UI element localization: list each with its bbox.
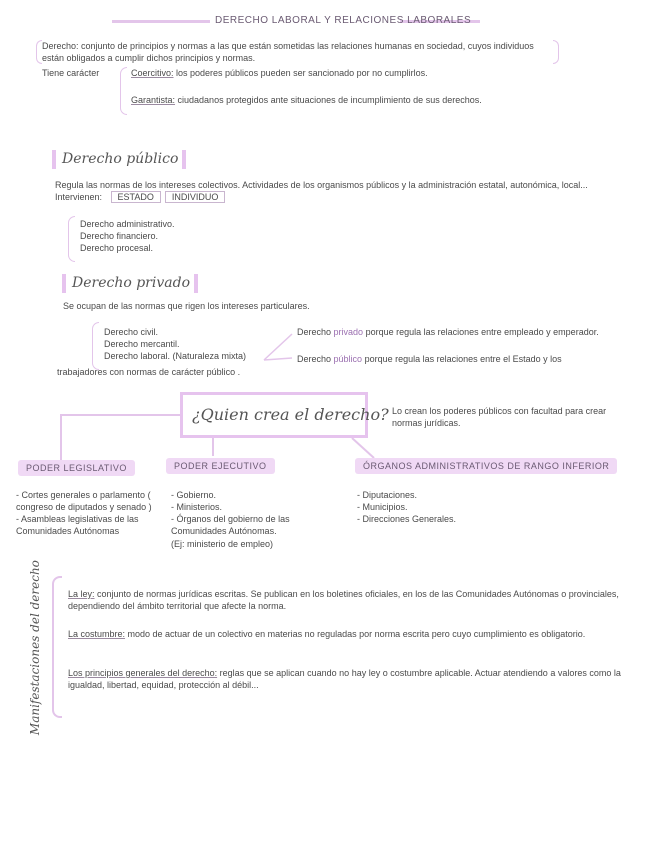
manifestaciones-heading: Manifestaciones del derecho — [27, 560, 42, 736]
individuo-tag: INDIVIDUO — [165, 191, 226, 203]
publico-note-line — [297, 353, 562, 365]
list-item: (Ej: ministerio de empleo) — [171, 538, 274, 549]
list-item: Derecho civil. — [104, 327, 159, 337]
organos-list — [357, 489, 456, 525]
caracter-brace — [120, 67, 127, 115]
publico-list — [80, 218, 175, 254]
note-text: Derecho — [297, 354, 334, 364]
page-title: DERECHO LABORAL Y RELACIONES LABORALES — [215, 15, 472, 26]
privado-list-brace — [92, 322, 99, 370]
note-text: porque regula las relaciones entre el Estado y los — [362, 354, 562, 364]
derecho-privado-heading: Derecho privado — [62, 274, 198, 293]
list-item: - Órganos del gobierno de las Comunidades Autónomas. — [171, 514, 290, 537]
laboral-connector — [262, 330, 298, 362]
garantista-line — [131, 94, 482, 106]
quien-answer: Lo crean los poderes públicos con facultad para crear normas jurídicas. — [392, 406, 607, 429]
principios-paragraph — [68, 667, 634, 691]
laboral-tail: trabajadores con normas de carácter público . — [57, 367, 241, 377]
principios-text: reglas que se aplican cuando no hay ley o costumbre aplicable. Actuar atendiendo a valores como la igualdad, libertad, equidad, protección al débil... — [68, 668, 621, 691]
publico-list-brace — [68, 216, 75, 262]
list-item: - Asambleas legislativas de las Comunidades Autónomas — [16, 514, 139, 537]
ley-paragraph — [68, 588, 634, 612]
privado-note-line — [297, 326, 599, 338]
garantista-text: ciudadanos protegidos ante situaciones de incumplimiento de sus derechos. — [175, 95, 482, 105]
publico-description: Regula las normas de los intereses colectivos. Actividades de los organismos públicos y la administración estatal, autonómica, local... Intervienen: — [55, 180, 588, 203]
list-item: Derecho procesal. — [80, 243, 154, 254]
principios-term: Los principios generales del derecho: — [68, 668, 218, 678]
coercitivo-text: los poderes públicos pueden ser sancionado por no cumplirlos. — [173, 68, 428, 78]
caracter-label: Tiene carácter — [42, 68, 100, 78]
list-item: - Diputaciones. — [357, 490, 418, 500]
quien-question: ¿Quien crea el derecho? — [192, 405, 389, 424]
list-item: - Cortes generales o parlamento ( congreso de diputados y senado ) — [16, 490, 152, 513]
privado-highlight: privado — [333, 327, 364, 337]
ley-text: conjunto de normas jurídicas escritas. Se publican en los boletines oficiales, en los de las Comunidades Autónomas o provinciales, dependiendo del ámbito territorial que afecte la norma. — [68, 589, 619, 612]
title-rule-left — [112, 20, 210, 23]
poder-ejecutivo-label: PODER EJECUTIVO — [166, 458, 275, 474]
connector-right — [350, 436, 380, 460]
list-item: Derecho administrativo. — [80, 219, 175, 229]
poder-legislativo-list — [16, 489, 156, 538]
derecho-definition: Derecho: conjunto de principios y normas a las que están sometidas las relaciones humanas en sociedad, cuyos individuos están obligados a cumplir dichos principios y normas. — [42, 41, 534, 64]
list-item: Derecho laboral. (Naturaleza mixta) — [104, 351, 247, 362]
list-item: - Direcciones Generales. — [357, 514, 457, 525]
garantista-term: Garantista: — [131, 95, 176, 105]
costumbre-paragraph — [68, 628, 628, 640]
manifestaciones-brace — [52, 576, 62, 718]
note-text: Derecho — [297, 327, 334, 337]
list-item: Derecho mercantil. — [104, 339, 180, 350]
list-item: - Municipios. — [357, 502, 408, 513]
organos-label: ÓRGANOS ADMINISTRATIVOS DE RANGO INFERIOR — [355, 458, 617, 474]
poder-ejecutivo-list — [171, 489, 316, 550]
connector-mid-v — [212, 438, 214, 456]
privado-list — [104, 326, 246, 362]
costumbre-term: La costumbre: — [68, 629, 126, 639]
list-item: - Ministerios. — [171, 502, 223, 513]
poder-legislativo-label: PODER LEGISLATIVO — [18, 460, 135, 476]
connector-left-v — [60, 414, 62, 460]
connector-left-h — [60, 414, 180, 416]
derecho-publico-heading: Derecho público — [52, 150, 186, 169]
coercitivo-term: Coercitivo: — [131, 68, 174, 78]
coercitivo-line — [131, 67, 428, 79]
costumbre-text: modo de actuar de un colectivo en materias no reguladas por norma escrita pero cuyo cumplimiento es obligatorio. — [125, 629, 586, 639]
note-text: porque regula las relaciones entre empleado y emperador. — [363, 327, 599, 337]
list-item: Derecho financiero. — [80, 231, 159, 242]
publico-text — [55, 179, 595, 203]
list-item: - Gobierno. — [171, 490, 217, 500]
ley-term: La ley: — [68, 589, 95, 599]
privado-text: Se ocupan de las normas que rigen los intereses particulares. — [63, 301, 310, 311]
publico-highlight: público — [333, 354, 363, 364]
estado-tag: ESTADO — [111, 191, 161, 203]
